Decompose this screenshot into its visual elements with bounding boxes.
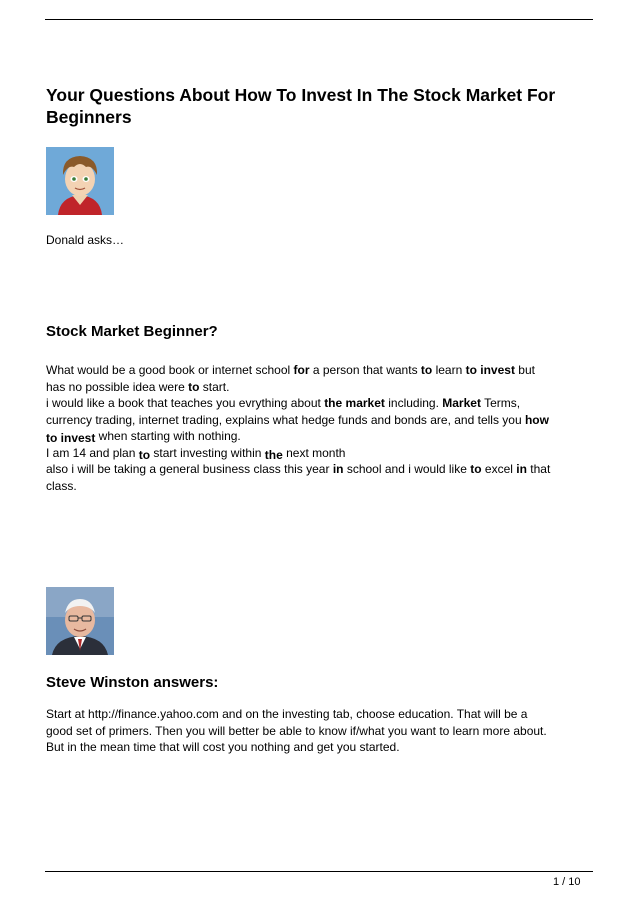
answerer-line: Steve Winston answers: — [46, 674, 219, 691]
answerer-avatar-icon — [46, 587, 114, 655]
header-rule — [45, 19, 593, 20]
page-number: 1 / 10 — [553, 876, 581, 888]
page-title: Your Questions About How To Invest In The Stock Market For Beginners — [46, 85, 556, 127]
answer-text: Start at http://finance.yahoo.com and on the investing tab, choose education. That will be a good set of primers. Then you will better be able to know if/what you want to learn more about. But in the mean time that will cost you nothing and get you started. — [46, 707, 547, 754]
question-title: Stock Market Beginner? — [46, 323, 218, 340]
question-text: What would be a good book or internet school for a person that wants to learn to invest but has no possible idea were to start. i would like a book that teaches you evrything about the market including. Market Terms, currency trading, internet trading, explains what hedge funds and bonds are, and tells you how to invest when starting with nothing. I am 14 and plan to start investing within the next month also i will be taking a general business class this year in school and i would like to excel in that class. — [46, 363, 551, 493]
asker-avatar-icon — [46, 147, 114, 215]
asker-line: Donald asks… — [46, 233, 125, 247]
footer-rule — [45, 871, 593, 872]
